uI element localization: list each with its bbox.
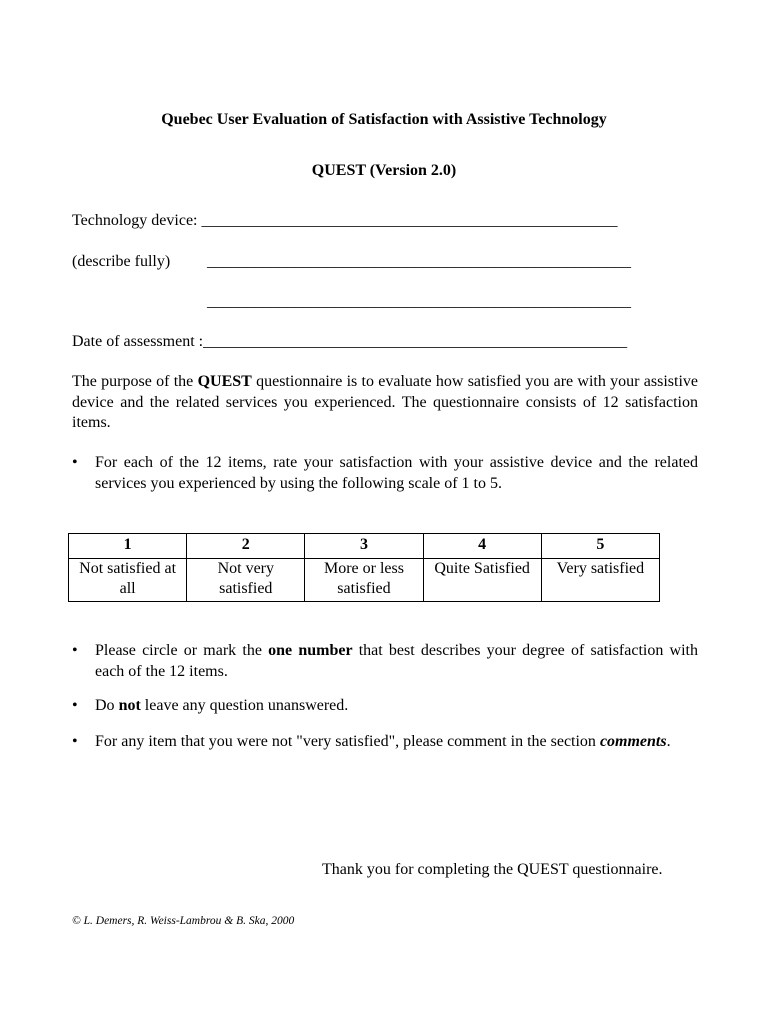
scale-label: Not very satisfied — [187, 559, 305, 602]
scale-label-row — [69, 559, 660, 602]
scale-number: 1 — [69, 534, 187, 559]
bullet-circle-number: • Please circle or mark the one number that best describes your degree of satisfaction with each of the 12 items. — [72, 642, 698, 680]
scale-number: 5 — [541, 534, 659, 559]
technology-device-field: Technology device: ____________________________________________________ — [72, 212, 618, 229]
bullet-icon: • — [72, 454, 78, 471]
thank-you-note: Thank you for completing the QUEST questionnaire. — [322, 861, 663, 878]
describe-line-2: _____________________________________________________ — [207, 293, 631, 310]
document-title: Quebec User Evaluation of Satisfaction with Assistive Technology — [161, 111, 607, 128]
copyright-notice: © L. Demers, R. Weiss-Lambrou & B. Ska, 2000 — [72, 915, 295, 927]
scale-label: More or less satisfied — [305, 559, 423, 602]
describe-line-1: _____________________________________________________ — [207, 253, 631, 270]
bullet-comments: • For any item that you were not "very satisfied", please comment in the section comments. — [72, 732, 698, 753]
date-of-assessment-field: Date of assessment :_____________________________________________________ — [72, 333, 628, 350]
bullet-do-not-leave: • Do not leave any question unanswered. — [72, 696, 698, 717]
bullet-icon: • — [72, 697, 78, 714]
document-subtitle: QUEST (Version 2.0) — [311, 162, 457, 179]
scale-number: 3 — [305, 534, 423, 559]
intro-paragraph: The purpose of the QUEST questionnaire is to evaluate how satisfied you are with your assistive device and the related services you experienced. The questionnaire consists of 12 satisfaction items. — [72, 373, 698, 431]
bullet-rate-instructions: • For each of the 12 items, rate your satisfaction with your assistive device and the related services you experienced by using the following scale of 1 to 5. — [72, 454, 698, 492]
quest-bold: QUEST — [197, 373, 252, 390]
bullet-icon: • — [72, 642, 78, 659]
scale-number: 4 — [423, 534, 541, 559]
describe-fully-label: (describe fully) — [72, 253, 171, 270]
scale-label: Quite Satisfied — [423, 559, 541, 602]
scale-number: 2 — [187, 534, 305, 559]
scale-label: Very satisfied — [541, 559, 659, 602]
satisfaction-scale-table — [68, 533, 660, 602]
scale-label: Not satisfied at all — [69, 559, 187, 602]
bullet-icon: • — [72, 733, 78, 750]
scale-number-row — [69, 534, 660, 559]
